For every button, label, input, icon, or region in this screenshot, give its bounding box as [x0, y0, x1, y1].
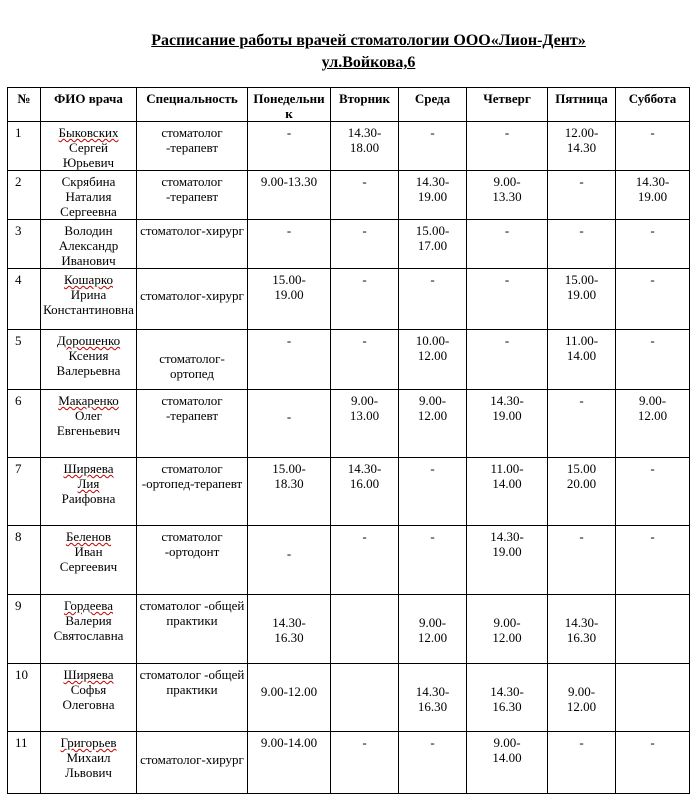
doctor-name-part: Александр [58, 238, 119, 253]
schedule-time: 9.00-12.00 [417, 393, 448, 423]
specialty [137, 595, 248, 664]
schedule-saturday [616, 220, 690, 269]
schedule-friday [548, 171, 616, 220]
schedule-time: - [650, 529, 655, 544]
schedule-monday [248, 220, 331, 269]
header-thursday: Четверг [467, 88, 548, 122]
doctor-name-part: Святославна [53, 628, 124, 643]
doctor-name [41, 122, 137, 171]
doctor-name-part: Юрьевич [62, 155, 115, 170]
doctor-name [41, 595, 137, 664]
schedule-saturday [616, 526, 690, 595]
schedule-time: - [362, 529, 367, 544]
row-number: 2 [8, 171, 41, 220]
doctor-name [41, 664, 137, 732]
schedule-time: 11.00-14.00 [564, 333, 599, 363]
schedule-time: - [504, 272, 510, 287]
schedule-friday [548, 526, 616, 595]
schedule-time: - [286, 333, 292, 348]
table-row [8, 595, 690, 664]
schedule-time: - [504, 333, 510, 348]
specialty [137, 171, 248, 220]
row-number: 9 [8, 595, 41, 664]
schedule-monday [248, 269, 331, 330]
schedule-saturday [616, 458, 690, 526]
doctor-name-part: Евгеньевич [56, 423, 121, 438]
doctor-name-part: Сергеевич [59, 559, 118, 574]
schedule-saturday [616, 390, 690, 458]
doctor-name-part: Валерьевна [56, 363, 121, 378]
schedule-saturday [616, 595, 690, 664]
header-monday: Понедельник [248, 88, 331, 122]
schedule-wednesday [399, 220, 467, 269]
schedule-wednesday [399, 732, 467, 794]
schedule-time: - [579, 735, 584, 750]
schedule-monday [248, 122, 331, 171]
schedule-table [7, 87, 690, 794]
header-saturday: Суббота [616, 88, 690, 122]
doctor-name-part: Дорошенко [56, 333, 121, 348]
schedule-time: - [650, 125, 655, 140]
doctor-name-part: Быковских [58, 125, 119, 140]
header-doctor-name: ФИО врача [41, 88, 137, 122]
page-title: Расписание работы врачей стоматологии ООО«Лион-Дент» [151, 32, 586, 49]
schedule-time: 9.00-12.00 [637, 393, 668, 423]
doctor-name [41, 526, 137, 595]
doctor-name [41, 732, 137, 794]
schedule-friday [548, 664, 616, 732]
table-row [8, 220, 690, 269]
specialty-text: стоматолог-хирург [140, 752, 244, 767]
schedule-monday [248, 664, 331, 732]
schedule-time: - [286, 409, 292, 424]
schedule-tuesday [331, 330, 399, 390]
schedule-thursday [467, 664, 548, 732]
schedule-time: - [362, 333, 367, 348]
doctor-name [41, 171, 137, 220]
schedule-time: 14.30-19.00 [415, 174, 450, 204]
schedule-time: 9.00-12.00 [566, 684, 597, 714]
schedule-friday [548, 732, 616, 794]
header-number: № [8, 88, 41, 122]
schedule-time: 12.00-14.30 [564, 125, 599, 155]
specialty [137, 732, 248, 794]
row-number: 7 [8, 458, 41, 526]
table-row [8, 732, 690, 794]
doctor-name-part: Софья [70, 682, 107, 697]
doctor-name-part: Олеговна [62, 697, 115, 712]
table-row [8, 664, 690, 732]
schedule-time: - [430, 735, 435, 750]
schedule-time: 14.30-16.30 [490, 684, 524, 714]
schedule-friday [548, 595, 616, 664]
doctor-name [41, 390, 137, 458]
schedule-monday [248, 526, 331, 595]
schedule-monday [248, 458, 331, 526]
schedule-tuesday [331, 664, 399, 732]
schedule-time: - [650, 223, 655, 238]
schedule-time: - [504, 125, 510, 140]
schedule-monday [248, 171, 331, 220]
schedule-wednesday [399, 595, 467, 664]
schedule-time: 14.30-16.30 [272, 615, 306, 645]
schedule-time: - [430, 529, 435, 544]
schedule-wednesday [399, 330, 467, 390]
table-row [8, 171, 690, 220]
schedule-friday [548, 269, 616, 330]
schedule-friday [548, 220, 616, 269]
schedule-time: 9.00-12.00 [492, 615, 522, 645]
schedule-time: 14.30-16.00 [347, 461, 382, 491]
specialty [137, 122, 248, 171]
doctor-name-part: Кошарко [64, 272, 113, 287]
schedule-monday [248, 330, 331, 390]
doctor-name [41, 220, 137, 269]
schedule-time: 15.00 20.00 [566, 461, 597, 491]
schedule-tuesday [331, 458, 399, 526]
schedule-wednesday [399, 458, 467, 526]
doctor-name-part: Сергей [69, 140, 108, 155]
schedule-thursday [467, 595, 548, 664]
schedule-monday [248, 732, 331, 794]
schedule-time: 9.00-13.30 [492, 174, 522, 204]
schedule-time: - [650, 333, 655, 348]
schedule-thursday [467, 526, 548, 595]
schedule-time: 9.00-12.00 [260, 684, 318, 699]
schedule-saturday [616, 171, 690, 220]
row-number: 3 [8, 220, 41, 269]
doctor-name-part: Ирина [70, 287, 107, 302]
doctor-name-part: Валерия [65, 613, 112, 628]
row-number: 5 [8, 330, 41, 390]
schedule-thursday [467, 171, 548, 220]
schedule-tuesday [331, 171, 399, 220]
schedule-friday [548, 330, 616, 390]
schedule-time: 9.00-14.00 [492, 735, 522, 765]
specialty-text: стоматолог -общей практики [139, 667, 245, 697]
schedule-thursday [467, 122, 548, 171]
schedule-time: - [579, 174, 584, 189]
doctor-name-part: Макаренко [58, 393, 119, 408]
specialty-text: стоматолог -ортопед-терапевт [141, 461, 243, 491]
schedule-thursday [467, 458, 548, 526]
schedule-time: - [362, 174, 367, 189]
specialty [137, 526, 248, 595]
schedule-time: 14.30-18.00 [347, 125, 382, 155]
doctor-name-part: Володин [64, 223, 113, 238]
specialty-text: стоматолог -терапевт [161, 393, 223, 423]
doctor-name-part: Гордеева [63, 598, 114, 613]
specialty [137, 330, 248, 390]
schedule-thursday [467, 269, 548, 330]
doctor-name [41, 330, 137, 390]
schedule-time: 9.00-13.30 [260, 174, 318, 189]
header-tuesday: Вторник [331, 88, 399, 122]
schedule-time: 9.00-14.00 [260, 735, 318, 750]
doctor-name-part: Олег [75, 408, 102, 423]
specialty-text: стоматолог -терапевт [161, 125, 223, 155]
schedule-monday [248, 595, 331, 664]
specialty-text: стоматолог-хирург [140, 288, 244, 303]
table-row [8, 390, 690, 458]
schedule-time: - [579, 223, 584, 238]
schedule-tuesday [331, 390, 399, 458]
table-row [8, 330, 690, 390]
schedule-monday [248, 390, 331, 458]
schedule-wednesday [399, 526, 467, 595]
schedule-time: - [650, 461, 655, 476]
row-number: 8 [8, 526, 41, 595]
schedule-tuesday [331, 595, 399, 664]
schedule-time: 14.30-19.00 [635, 174, 670, 204]
schedule-time: 10.00-12.00 [415, 333, 450, 363]
doctor-name-part: Ширяева [63, 667, 114, 682]
schedule-friday [548, 458, 616, 526]
table-row [8, 458, 690, 526]
table-row [8, 122, 690, 171]
doctor-name [41, 269, 137, 330]
schedule-tuesday [331, 269, 399, 330]
schedule-wednesday [399, 171, 467, 220]
schedule-time: 14.30-19.00 [490, 529, 524, 559]
schedule-thursday [467, 220, 548, 269]
schedule-time: 14.30-16.30 [415, 684, 450, 714]
schedule-tuesday [331, 732, 399, 794]
schedule-time: - [430, 272, 435, 287]
schedule-thursday [467, 330, 548, 390]
schedule-wednesday [399, 664, 467, 732]
specialty [137, 664, 248, 732]
header-friday: Пятница [548, 88, 616, 122]
doctor-name-part: Константиновна [43, 302, 134, 317]
doctor-name-part: Беленов [65, 529, 112, 544]
schedule-time: - [650, 735, 655, 750]
specialty-text: стоматолог -общей практики [139, 598, 245, 628]
doctor-name-part: Ксения [68, 348, 109, 363]
specialty [137, 458, 248, 526]
schedule-time: 9.00-12.00 [417, 615, 448, 645]
schedule-time: - [286, 223, 292, 238]
doctor-name-part: Иванович [61, 253, 116, 268]
schedule-time: - [430, 125, 435, 140]
doctor-name-part: Сергеевна [60, 204, 117, 219]
schedule-time: 14.30-16.30 [564, 615, 599, 645]
doctor-name-part: Львович [65, 765, 112, 780]
schedule-saturday [616, 330, 690, 390]
specialty-text: стоматолог -ортодонт [161, 529, 223, 559]
row-number: 6 [8, 390, 41, 458]
schedule-time: 11.00-14.00 [490, 461, 524, 491]
schedule-saturday [616, 732, 690, 794]
schedule-time: 14.30-19.00 [490, 393, 524, 423]
table-row [8, 269, 690, 330]
doctor-name-part: Скрябина [61, 174, 116, 189]
schedule-time: 15.00-17.00 [415, 223, 450, 253]
schedule-time: - [286, 546, 292, 561]
specialty-text: стоматолог -терапевт [161, 174, 223, 204]
row-number: 10 [8, 664, 41, 732]
schedule-thursday [467, 732, 548, 794]
doctor-name-part: Ширяева [63, 461, 114, 476]
doctor-name-part: Раифовна [61, 491, 116, 506]
schedule-time: 15.00-19.00 [272, 272, 306, 302]
doctor-name-part: Лия [77, 476, 100, 491]
doctor-name-part: Михаил [66, 750, 111, 765]
schedule-time: - [286, 125, 292, 140]
schedule-time: - [362, 223, 367, 238]
table-row [8, 526, 690, 595]
page-subtitle-address: ул.Войкова,6 [321, 54, 416, 71]
schedule-wednesday [399, 122, 467, 171]
header-wednesday: Среда [399, 88, 467, 122]
schedule-time: 15.00-19.00 [564, 272, 599, 302]
schedule-friday [548, 122, 616, 171]
schedule-time: - [504, 223, 510, 238]
row-number: 11 [8, 732, 41, 794]
schedule-saturday [616, 269, 690, 330]
schedule-wednesday [399, 269, 467, 330]
schedule-time: - [430, 461, 435, 476]
schedule-time: 15.00-18.30 [272, 461, 306, 491]
schedule-time: - [579, 393, 584, 408]
row-number: 4 [8, 269, 41, 330]
schedule-tuesday [331, 220, 399, 269]
schedule-wednesday [399, 390, 467, 458]
doctor-name-part: Григорьев [60, 735, 117, 750]
row-number: 1 [8, 122, 41, 171]
schedule-time: - [362, 735, 367, 750]
schedule-thursday [467, 390, 548, 458]
header-specialty: Специальность [137, 88, 248, 122]
specialty [137, 269, 248, 330]
schedule-time: - [650, 272, 655, 287]
doctor-name-part: Наталия [65, 189, 112, 204]
specialty [137, 390, 248, 458]
schedule-friday [548, 390, 616, 458]
specialty [137, 220, 248, 269]
schedule-saturday [616, 664, 690, 732]
schedule-saturday [616, 122, 690, 171]
doctor-name [41, 458, 137, 526]
doctor-name-part: Иван [74, 544, 103, 559]
schedule-time: - [362, 272, 367, 287]
schedule-time: - [579, 529, 584, 544]
schedule-tuesday [331, 526, 399, 595]
specialty-text: стоматолог-ортопед [159, 351, 225, 381]
schedule-time: 9.00-13.00 [349, 393, 380, 423]
specialty-text: стоматолог-хирург [140, 223, 244, 238]
schedule-tuesday [331, 122, 399, 171]
header-row [8, 88, 690, 122]
